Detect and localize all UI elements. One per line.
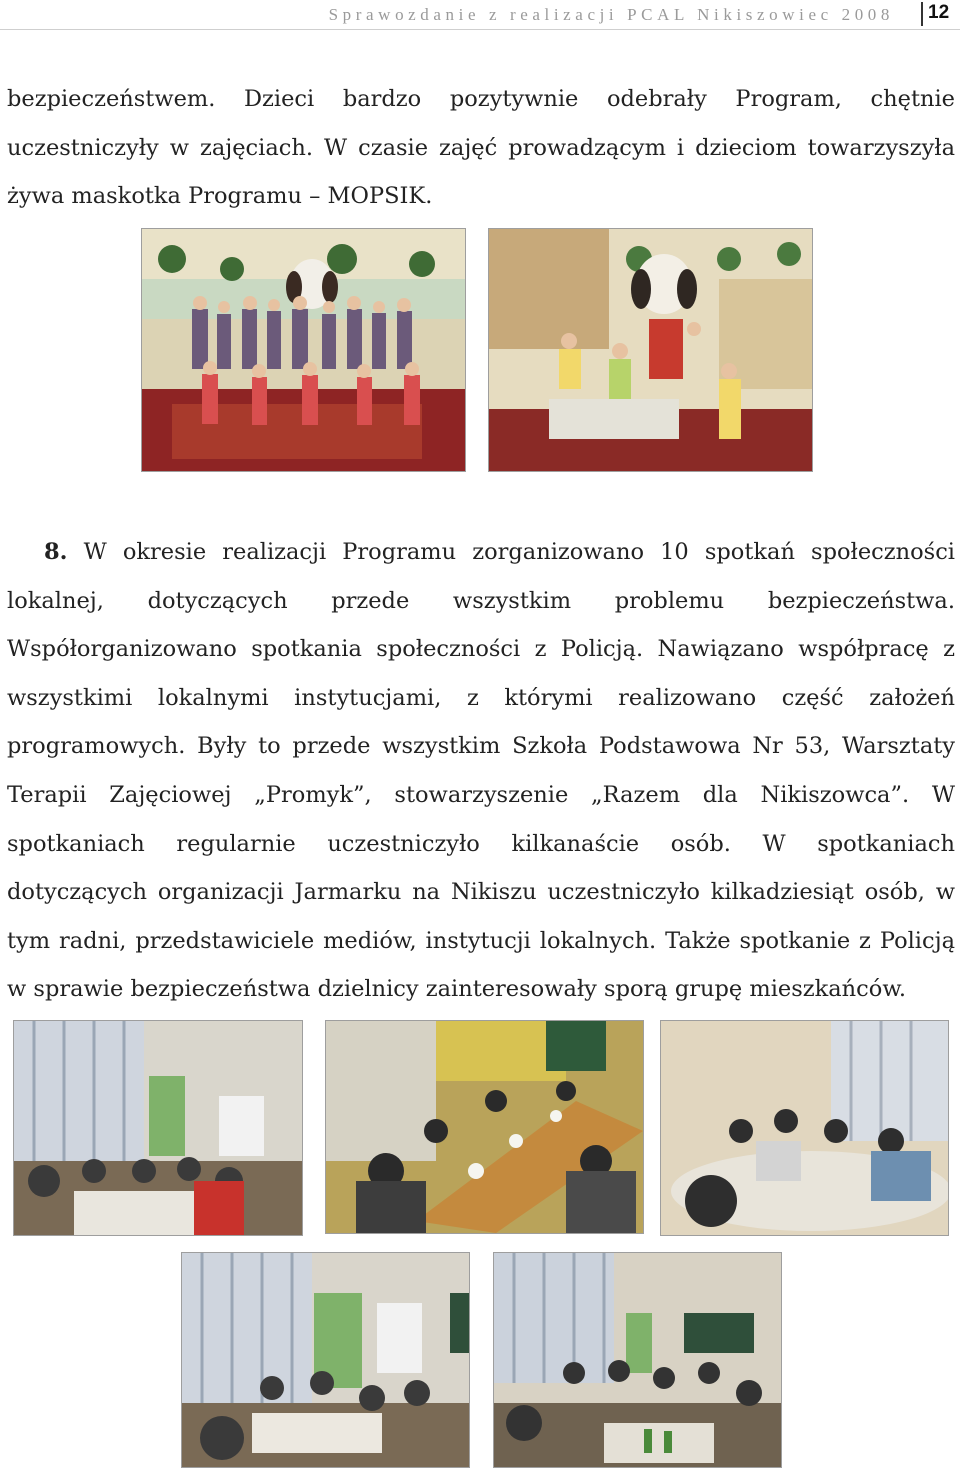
photo-meeting-1 <box>13 1020 303 1236</box>
section-8-text: W okresie realizacji Programu zorganizowano 10 spotkań społeczności lokalnej, dotyczących przede wszystkim problemu bezpieczeństwa. Współorganizowano spotkania społeczności z Policją. Nawiązano współpracę z wszystkimi lokalnymi instytucjami, z którymi realizowano część założeń programowych. Były to przede wszystkim Szkoła Podstawowa Nr 53, Warsztaty Terapii Zajęciowej „Promyk”, stowarzyszenie „Razem dla Nikiszowca”. W spotkaniach regularnie uczestniczyło kilkanaście osób. W spotkaniach dotyczących organizacji Jarmarku na Nikiszu uczestniczyło kilkadziesiąt osób, w tym radni, przedstawiciele mediów, instytucji lokalnych. Także spotkanie z Policją w sprawie bezpieczeństwa dzielnicy zainteresowały sporą grupę mieszkańców. <box>7 539 955 1003</box>
photo-meeting-3 <box>660 1020 949 1236</box>
photo-children-group-with-mascot <box>141 228 466 472</box>
intro-paragraph: bezpieczeństwem. Dzieci bardzo pozytywnie odebrały Program, chętnie uczestniczyły w zajęciach. W czasie zajęć prowadzącym i dzieciom towarzyszyła żywa maskotka Programu – MOPSIK. <box>7 86 955 210</box>
page-header <box>0 0 960 30</box>
photo-children-reading-with-mascot <box>488 228 813 472</box>
section-number: 8. <box>44 539 68 565</box>
header-divider <box>0 29 960 30</box>
header-separator <box>921 2 923 26</box>
photo-meeting-5 <box>493 1252 782 1468</box>
page-number: 12 <box>928 2 950 23</box>
header-title: Sprawozdanie z realizacji PCAL Nikiszowiec 2008 <box>328 5 894 24</box>
photo-meeting-2 <box>325 1020 644 1234</box>
section-8-paragraph <box>7 528 955 1014</box>
photo-meeting-4 <box>181 1252 470 1468</box>
